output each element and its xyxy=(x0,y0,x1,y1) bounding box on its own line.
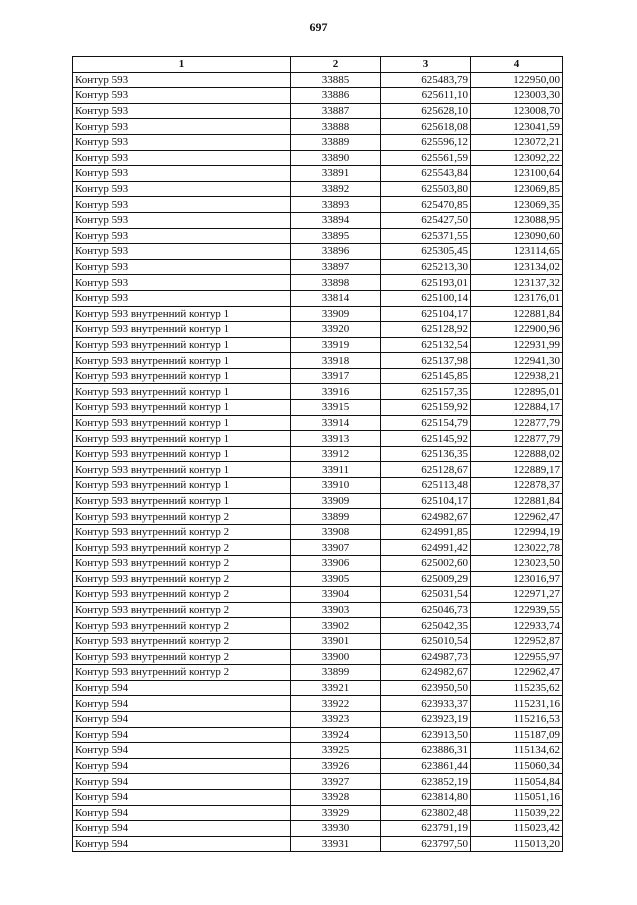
point-number-cell: 33887 xyxy=(291,103,381,119)
table-row xyxy=(73,119,563,135)
contour-name-cell: Контур 594 xyxy=(73,727,291,743)
table-row xyxy=(73,368,563,384)
contour-name-cell: Контур 593 xyxy=(73,150,291,166)
point-number-cell: 33905 xyxy=(291,571,381,587)
contour-name-cell: Контур 594 xyxy=(73,805,291,821)
table-row xyxy=(73,166,563,182)
contour-name-cell: Контур 593 внутренний контур 1 xyxy=(73,306,291,322)
contour-name-cell: Контур 593 внутренний контур 1 xyxy=(73,431,291,447)
page-number: 697 xyxy=(309,20,328,34)
y-coordinate-cell: 122895,01 xyxy=(471,384,563,400)
contour-name-cell: Контур 593 внутренний контур 2 xyxy=(73,649,291,665)
y-coordinate-cell: 122971,27 xyxy=(471,587,563,603)
point-number-cell: 33921 xyxy=(291,680,381,696)
contour-name-cell: Контур 593 внутренний контур 1 xyxy=(73,478,291,494)
table-row xyxy=(73,384,563,400)
contour-name-cell: Контур 593 xyxy=(73,275,291,291)
x-coordinate-cell: 625104,17 xyxy=(381,306,471,322)
y-coordinate-cell: 115023,42 xyxy=(471,821,563,837)
contour-name-cell: Контур 593 внутренний контур 2 xyxy=(73,602,291,618)
table-row xyxy=(73,228,563,244)
x-coordinate-cell: 623913,50 xyxy=(381,727,471,743)
x-coordinate-cell: 625145,92 xyxy=(381,431,471,447)
contour-name-cell: Контур 594 xyxy=(73,680,291,696)
y-coordinate-cell: 122888,02 xyxy=(471,446,563,462)
contour-name-cell: Контур 594 xyxy=(73,758,291,774)
y-coordinate-cell: 122994,19 xyxy=(471,524,563,540)
table-row xyxy=(73,134,563,150)
point-number-cell: 33896 xyxy=(291,244,381,260)
y-coordinate-cell: 122952,87 xyxy=(471,633,563,649)
point-number-cell: 33903 xyxy=(291,602,381,618)
contour-name-cell: Контур 593 xyxy=(73,119,291,135)
x-coordinate-cell: 625136,35 xyxy=(381,446,471,462)
point-number-cell: 33894 xyxy=(291,212,381,228)
x-coordinate-cell: 625154,79 xyxy=(381,415,471,431)
x-coordinate-cell: 625113,48 xyxy=(381,478,471,494)
table-row xyxy=(73,743,563,759)
table-row xyxy=(73,290,563,306)
y-coordinate-cell: 122933,74 xyxy=(471,618,563,634)
y-coordinate-cell: 115134,62 xyxy=(471,743,563,759)
table-row xyxy=(73,509,563,525)
x-coordinate-cell: 624991,85 xyxy=(381,524,471,540)
point-number-cell: 33892 xyxy=(291,181,381,197)
contour-name-cell: Контур 593 внутренний контур 2 xyxy=(73,509,291,525)
y-coordinate-cell: 122939,55 xyxy=(471,602,563,618)
contour-name-cell: Контур 593 xyxy=(73,197,291,213)
y-coordinate-cell: 122877,79 xyxy=(471,415,563,431)
contour-name-cell: Контур 593 внутренний контур 1 xyxy=(73,384,291,400)
y-coordinate-cell: 122941,30 xyxy=(471,353,563,369)
x-coordinate-cell: 623950,50 xyxy=(381,680,471,696)
x-coordinate-cell: 623802,48 xyxy=(381,805,471,821)
point-number-cell: 33924 xyxy=(291,727,381,743)
point-number-cell: 33931 xyxy=(291,836,381,852)
x-coordinate-cell: 624991,42 xyxy=(381,540,471,556)
table-row xyxy=(73,789,563,805)
table-row xyxy=(73,602,563,618)
y-coordinate-cell: 123090,60 xyxy=(471,228,563,244)
x-coordinate-cell: 625371,55 xyxy=(381,228,471,244)
y-coordinate-cell: 123092,22 xyxy=(471,150,563,166)
x-coordinate-cell: 625193,01 xyxy=(381,275,471,291)
point-number-cell: 33901 xyxy=(291,633,381,649)
contour-name-cell: Контур 594 xyxy=(73,836,291,852)
point-number-cell: 33928 xyxy=(291,789,381,805)
x-coordinate-cell: 625427,50 xyxy=(381,212,471,228)
contour-name-cell: Контур 593 внутренний контур 1 xyxy=(73,322,291,338)
x-coordinate-cell: 623814,80 xyxy=(381,789,471,805)
point-number-cell: 33895 xyxy=(291,228,381,244)
point-number-cell: 33911 xyxy=(291,462,381,478)
point-number-cell: 33885 xyxy=(291,72,381,88)
contour-name-cell: Контур 593 xyxy=(73,212,291,228)
y-coordinate-cell: 122931,99 xyxy=(471,337,563,353)
point-number-cell: 33930 xyxy=(291,821,381,837)
point-number-cell: 33891 xyxy=(291,166,381,182)
x-coordinate-cell: 623933,37 xyxy=(381,696,471,712)
contour-name-cell: Контур 593 внутренний контур 2 xyxy=(73,540,291,556)
table-row xyxy=(73,306,563,322)
table-row xyxy=(73,431,563,447)
table-row xyxy=(73,587,563,603)
table-row xyxy=(73,540,563,556)
y-coordinate-cell: 123072,21 xyxy=(471,134,563,150)
table-row xyxy=(73,244,563,260)
point-number-cell: 33922 xyxy=(291,696,381,712)
y-coordinate-cell: 115054,84 xyxy=(471,774,563,790)
column-header-4: 4 xyxy=(471,57,563,73)
y-coordinate-cell: 115013,20 xyxy=(471,836,563,852)
y-coordinate-cell: 122962,47 xyxy=(471,509,563,525)
x-coordinate-cell: 625046,73 xyxy=(381,602,471,618)
table-row xyxy=(73,322,563,338)
table-row xyxy=(73,275,563,291)
table-row xyxy=(73,353,563,369)
y-coordinate-cell: 122900,96 xyxy=(471,322,563,338)
table-row xyxy=(73,633,563,649)
table-row xyxy=(73,197,563,213)
y-coordinate-cell: 115039,22 xyxy=(471,805,563,821)
x-coordinate-cell: 625031,54 xyxy=(381,587,471,603)
y-coordinate-cell: 123176,01 xyxy=(471,290,563,306)
table-row xyxy=(73,556,563,572)
point-number-cell: 33929 xyxy=(291,805,381,821)
point-number-cell: 33899 xyxy=(291,665,381,681)
point-number-cell: 33919 xyxy=(291,337,381,353)
table-row xyxy=(73,711,563,727)
point-number-cell: 33904 xyxy=(291,587,381,603)
y-coordinate-cell: 122938,21 xyxy=(471,368,563,384)
point-number-cell: 33899 xyxy=(291,509,381,525)
contour-name-cell: Контур 593 xyxy=(73,134,291,150)
contour-name-cell: Контур 593 xyxy=(73,181,291,197)
point-number-cell: 33900 xyxy=(291,649,381,665)
table-row xyxy=(73,446,563,462)
x-coordinate-cell: 625483,79 xyxy=(381,72,471,88)
x-coordinate-cell: 625470,85 xyxy=(381,197,471,213)
contour-name-cell: Контур 593 xyxy=(73,244,291,260)
x-coordinate-cell: 625305,45 xyxy=(381,244,471,260)
x-coordinate-cell: 625100,14 xyxy=(381,290,471,306)
point-number-cell: 33910 xyxy=(291,478,381,494)
x-coordinate-cell: 625010,54 xyxy=(381,633,471,649)
point-number-cell: 33912 xyxy=(291,446,381,462)
y-coordinate-cell: 122950,00 xyxy=(471,72,563,88)
point-number-cell: 33889 xyxy=(291,134,381,150)
y-coordinate-cell: 115216,53 xyxy=(471,711,563,727)
contour-name-cell: Контур 594 xyxy=(73,774,291,790)
contour-name-cell: Контур 593 внутренний контур 2 xyxy=(73,618,291,634)
x-coordinate-cell: 623797,50 xyxy=(381,836,471,852)
point-number-cell: 33814 xyxy=(291,290,381,306)
table-row xyxy=(73,150,563,166)
point-number-cell: 33906 xyxy=(291,556,381,572)
point-number-cell: 33893 xyxy=(291,197,381,213)
contour-name-cell: Контур 593 внутренний контур 1 xyxy=(73,493,291,509)
table-row xyxy=(73,103,563,119)
contour-name-cell: Контур 593 xyxy=(73,259,291,275)
y-coordinate-cell: 123134,02 xyxy=(471,259,563,275)
x-coordinate-cell: 625213,30 xyxy=(381,259,471,275)
table-row xyxy=(73,727,563,743)
contour-name-cell: Контур 593 xyxy=(73,290,291,306)
y-coordinate-cell: 123041,59 xyxy=(471,119,563,135)
contour-name-cell: Контур 594 xyxy=(73,743,291,759)
y-coordinate-cell: 123008,70 xyxy=(471,103,563,119)
point-number-cell: 33908 xyxy=(291,524,381,540)
x-coordinate-cell: 625104,17 xyxy=(381,493,471,509)
contour-name-cell: Контур 593 внутренний контур 2 xyxy=(73,571,291,587)
x-coordinate-cell: 625561,59 xyxy=(381,150,471,166)
table-row xyxy=(73,665,563,681)
y-coordinate-cell: 115051,16 xyxy=(471,789,563,805)
x-coordinate-cell: 623861,44 xyxy=(381,758,471,774)
y-coordinate-cell: 123003,30 xyxy=(471,88,563,104)
contour-name-cell: Контур 593 внутренний контур 1 xyxy=(73,446,291,462)
x-coordinate-cell: 623886,31 xyxy=(381,743,471,759)
y-coordinate-cell: 122955,97 xyxy=(471,649,563,665)
column-header-3: 3 xyxy=(381,57,471,73)
y-coordinate-cell: 123137,32 xyxy=(471,275,563,291)
y-coordinate-cell: 115235,62 xyxy=(471,680,563,696)
y-coordinate-cell: 123022,78 xyxy=(471,540,563,556)
table-row xyxy=(73,649,563,665)
table-row xyxy=(73,618,563,634)
contour-name-cell: Контур 593 внутренний контур 2 xyxy=(73,633,291,649)
point-number-cell: 33925 xyxy=(291,743,381,759)
x-coordinate-cell: 625503,80 xyxy=(381,181,471,197)
x-coordinate-cell: 625145,85 xyxy=(381,368,471,384)
y-coordinate-cell: 123100,64 xyxy=(471,166,563,182)
y-coordinate-cell: 122884,17 xyxy=(471,400,563,416)
x-coordinate-cell: 624982,67 xyxy=(381,665,471,681)
table-row xyxy=(73,524,563,540)
contour-name-cell: Контур 593 xyxy=(73,103,291,119)
contour-name-cell: Контур 593 внутренний контур 2 xyxy=(73,556,291,572)
table-row xyxy=(73,415,563,431)
contour-name-cell: Контур 593 xyxy=(73,72,291,88)
table-header-row xyxy=(73,57,563,73)
y-coordinate-cell: 122878,37 xyxy=(471,478,563,494)
y-coordinate-cell: 122877,79 xyxy=(471,431,563,447)
coordinates-table xyxy=(72,56,563,852)
point-number-cell: 33898 xyxy=(291,275,381,291)
contour-name-cell: Контур 593 xyxy=(73,88,291,104)
point-number-cell: 33890 xyxy=(291,150,381,166)
point-number-cell: 33918 xyxy=(291,353,381,369)
table-row xyxy=(73,821,563,837)
point-number-cell: 33897 xyxy=(291,259,381,275)
table-row xyxy=(73,259,563,275)
table-row xyxy=(73,696,563,712)
y-coordinate-cell: 123069,85 xyxy=(471,181,563,197)
contour-name-cell: Контур 593 внутренний контур 1 xyxy=(73,415,291,431)
table-row xyxy=(73,181,563,197)
y-coordinate-cell: 122962,47 xyxy=(471,665,563,681)
contour-name-cell: Контур 593 xyxy=(73,228,291,244)
contour-name-cell: Контур 594 xyxy=(73,821,291,837)
table-row xyxy=(73,212,563,228)
x-coordinate-cell: 623791,19 xyxy=(381,821,471,837)
contour-name-cell: Контур 593 внутренний контур 2 xyxy=(73,665,291,681)
contour-name-cell: Контур 593 внутренний контур 1 xyxy=(73,400,291,416)
table-row xyxy=(73,774,563,790)
x-coordinate-cell: 625159,92 xyxy=(381,400,471,416)
x-coordinate-cell: 625128,67 xyxy=(381,462,471,478)
x-coordinate-cell: 625618,08 xyxy=(381,119,471,135)
y-coordinate-cell: 115187,09 xyxy=(471,727,563,743)
point-number-cell: 33913 xyxy=(291,431,381,447)
x-coordinate-cell: 624987,73 xyxy=(381,649,471,665)
table-row xyxy=(73,493,563,509)
contour-name-cell: Контур 593 внутренний контур 2 xyxy=(73,524,291,540)
x-coordinate-cell: 625128,92 xyxy=(381,322,471,338)
point-number-cell: 33920 xyxy=(291,322,381,338)
contour-name-cell: Контур 593 внутренний контур 1 xyxy=(73,353,291,369)
y-coordinate-cell: 123088,95 xyxy=(471,212,563,228)
x-coordinate-cell: 625132,54 xyxy=(381,337,471,353)
y-coordinate-cell: 123069,35 xyxy=(471,197,563,213)
x-coordinate-cell: 623923,19 xyxy=(381,711,471,727)
point-number-cell: 33923 xyxy=(291,711,381,727)
column-header-1: 1 xyxy=(73,57,291,73)
point-number-cell: 33907 xyxy=(291,540,381,556)
y-coordinate-cell: 123016,97 xyxy=(471,571,563,587)
point-number-cell: 33909 xyxy=(291,306,381,322)
y-coordinate-cell: 123114,65 xyxy=(471,244,563,260)
table-row xyxy=(73,72,563,88)
contour-name-cell: Контур 593 xyxy=(73,166,291,182)
x-coordinate-cell: 625543,84 xyxy=(381,166,471,182)
contour-name-cell: Контур 594 xyxy=(73,696,291,712)
y-coordinate-cell: 122889,17 xyxy=(471,462,563,478)
point-number-cell: 33886 xyxy=(291,88,381,104)
table-row xyxy=(73,571,563,587)
point-number-cell: 33926 xyxy=(291,758,381,774)
table-row xyxy=(73,836,563,852)
y-coordinate-cell: 122881,84 xyxy=(471,306,563,322)
contour-name-cell: Контур 594 xyxy=(73,789,291,805)
table-row xyxy=(73,680,563,696)
table-row xyxy=(73,758,563,774)
x-coordinate-cell: 625042,35 xyxy=(381,618,471,634)
x-coordinate-cell: 625611,10 xyxy=(381,88,471,104)
x-coordinate-cell: 625137,98 xyxy=(381,353,471,369)
y-coordinate-cell: 123023,50 xyxy=(471,556,563,572)
contour-name-cell: Контур 594 xyxy=(73,711,291,727)
table-row xyxy=(73,400,563,416)
y-coordinate-cell: 115060,34 xyxy=(471,758,563,774)
point-number-cell: 33909 xyxy=(291,493,381,509)
x-coordinate-cell: 625157,35 xyxy=(381,384,471,400)
table-row xyxy=(73,88,563,104)
x-coordinate-cell: 624982,67 xyxy=(381,509,471,525)
point-number-cell: 33902 xyxy=(291,618,381,634)
y-coordinate-cell: 115231,16 xyxy=(471,696,563,712)
point-number-cell: 33888 xyxy=(291,119,381,135)
table-row xyxy=(73,478,563,494)
point-number-cell: 33927 xyxy=(291,774,381,790)
contour-name-cell: Контур 593 внутренний контур 1 xyxy=(73,368,291,384)
table-row xyxy=(73,462,563,478)
contour-name-cell: Контур 593 внутренний контур 1 xyxy=(73,337,291,353)
point-number-cell: 33916 xyxy=(291,384,381,400)
x-coordinate-cell: 625002,60 xyxy=(381,556,471,572)
point-number-cell: 33917 xyxy=(291,368,381,384)
x-coordinate-cell: 623852,19 xyxy=(381,774,471,790)
contour-name-cell: Контур 593 внутренний контур 2 xyxy=(73,587,291,603)
column-header-2: 2 xyxy=(291,57,381,73)
contour-name-cell: Контур 593 внутренний контур 1 xyxy=(73,462,291,478)
point-number-cell: 33915 xyxy=(291,400,381,416)
table-row xyxy=(73,805,563,821)
x-coordinate-cell: 625009,29 xyxy=(381,571,471,587)
point-number-cell: 33914 xyxy=(291,415,381,431)
table-row xyxy=(73,337,563,353)
y-coordinate-cell: 122881,84 xyxy=(471,493,563,509)
x-coordinate-cell: 625596,12 xyxy=(381,134,471,150)
table-body xyxy=(73,72,563,852)
x-coordinate-cell: 625628,10 xyxy=(381,103,471,119)
